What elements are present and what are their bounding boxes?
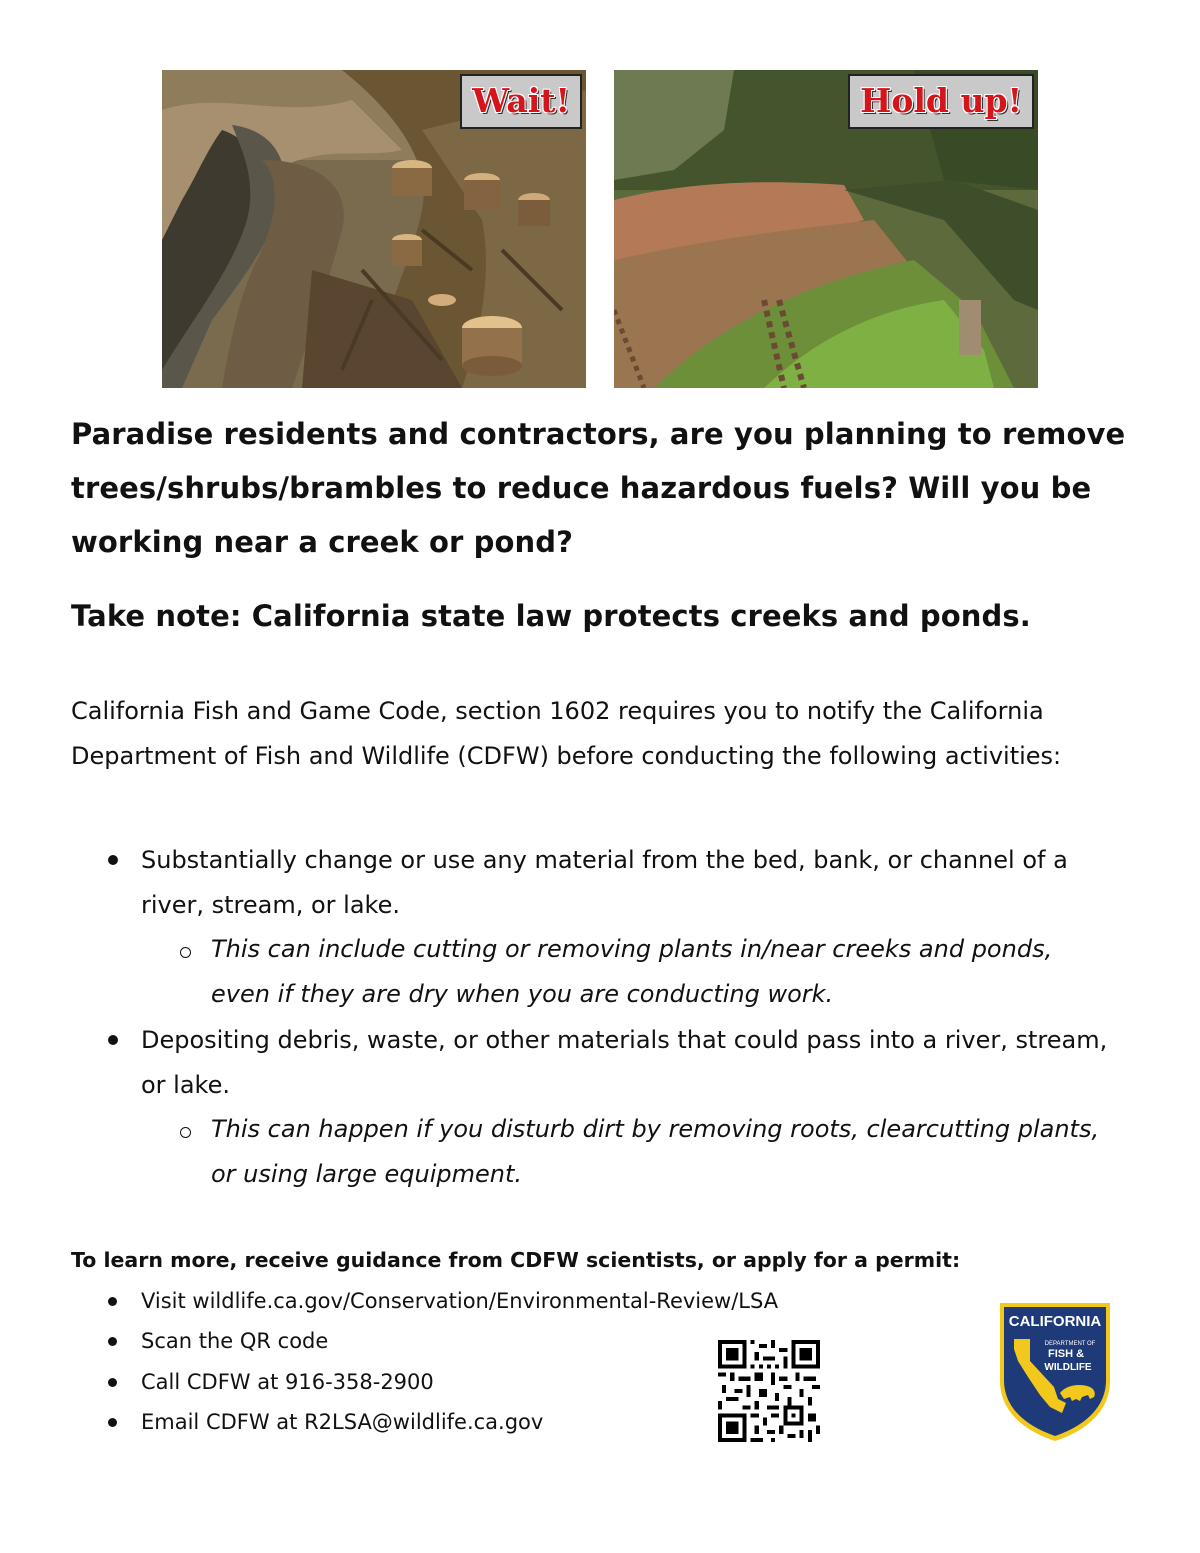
list-item xyxy=(211,1107,1111,1196)
activity-note: This can happen if you disturb dirt by removing roots, clearcutting plants, or using large equipment. xyxy=(211,1115,1100,1188)
email-link[interactable]: Email CDFW at R2LSA@wildlife.ca.gov xyxy=(141,1410,544,1434)
list-item xyxy=(141,1018,1131,1107)
cdfw-logo-icon xyxy=(996,1299,1114,1445)
logo-california-text: CALIFORNIA xyxy=(1008,1313,1102,1330)
take-note-heading: Take note: California state law protects creeks and ponds. xyxy=(71,599,1031,633)
creek-stumps-photo xyxy=(162,70,586,388)
bullet-icon xyxy=(108,1297,117,1306)
learn-more-heading: To learn more, receive guidance from CDFW scientists, or apply for a permit: xyxy=(71,1248,961,1272)
circle-bullet-icon xyxy=(180,947,191,958)
activity-text: Depositing debris, waste, or other materials that could pass into a river, stream, or lake. xyxy=(141,1026,1108,1099)
intro-paragraph: California Fish and Game Code, section 1602 requires you to notify the California Department of Fish and Wildlife (CDFW) before conducting the following activities: xyxy=(71,697,1062,770)
wait-stamp: Wait! xyxy=(460,74,582,129)
bullet-icon xyxy=(108,855,118,865)
qr-instruction: Scan the QR code xyxy=(141,1329,329,1353)
list-item xyxy=(141,1367,434,1397)
website-link[interactable]: Visit wildlife.ca.gov/Conservation/Environmental-Review/LSA xyxy=(141,1289,779,1313)
list-item xyxy=(141,1407,543,1437)
list-item xyxy=(141,838,1131,927)
bullet-icon xyxy=(108,1035,118,1045)
phone-text: Call CDFW at 916-358-2900 xyxy=(141,1370,434,1394)
bullet-icon xyxy=(108,1418,117,1427)
qr-code-icon[interactable] xyxy=(718,1340,820,1442)
main-headline: Paradise residents and contractors, are you planning to remove trees/shrubs/brambles to reduce hazardous fuels? Will you be working near a creek or pond? xyxy=(71,417,1126,559)
logo-fish-text: FISH & xyxy=(1047,1348,1085,1360)
activity-note: This can include cutting or removing plants in/near creeks and ponds, even if they are dry when you are conducting work. xyxy=(211,935,1053,1008)
hold-up-stamp: Hold up! xyxy=(848,74,1034,129)
list-item xyxy=(141,1326,328,1356)
bullet-icon xyxy=(108,1337,117,1346)
bullet-icon xyxy=(108,1378,117,1387)
circle-bullet-icon xyxy=(180,1127,191,1138)
list-item xyxy=(211,927,1111,1016)
cleared-land-photo xyxy=(614,70,1038,388)
logo-department-text: DEPARTMENT OF xyxy=(1044,1341,1096,1347)
logo-wildlife-text: WILDLIFE xyxy=(1044,1362,1092,1373)
list-item xyxy=(141,1286,778,1316)
activity-text: Substantially change or use any material from the bed, bank, or channel of a river, stream, or lake. xyxy=(141,846,1068,919)
